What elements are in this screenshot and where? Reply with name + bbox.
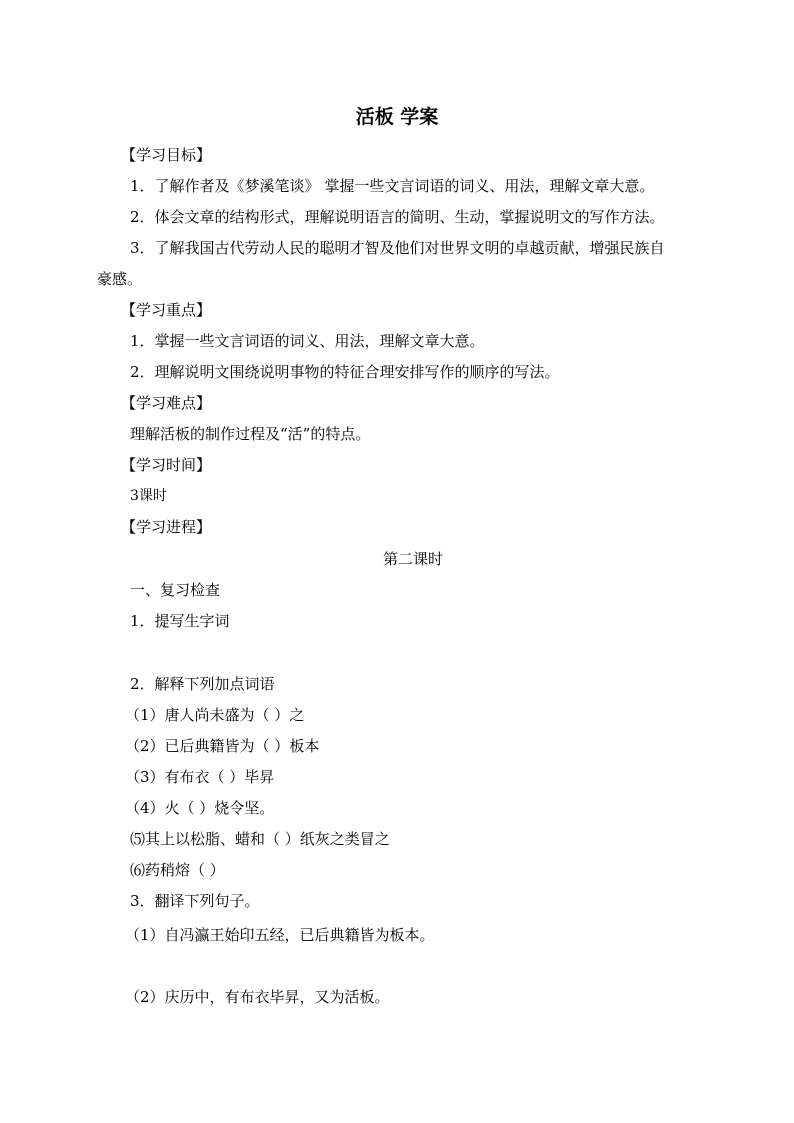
section-heading-difficulties: 【学习难点】 bbox=[121, 394, 212, 412]
question-2-item-4: （4）火（ ）烧令坚。 bbox=[125, 799, 275, 817]
question-3: 3．翻译下列句子。 bbox=[130, 892, 260, 910]
difficulty-text: 理解活板的制作过程及“活”的特点。 bbox=[130, 425, 371, 443]
part-heading-review: 一、复习检查 bbox=[130, 581, 221, 599]
objective-item-3: 3．了解我国古代劳动人民的聪明才智及他们对世界文明的卓越贡献，增强民族自 bbox=[130, 239, 665, 257]
section-heading-objectives: 【学习目标】 bbox=[121, 146, 212, 164]
question-2-item-5: ⑸其上以松脂、蜡和（ ）纸灰之类冒之 bbox=[130, 830, 390, 848]
section-heading-key-points: 【学习重点】 bbox=[121, 301, 212, 319]
question-2-item-1: （1）唐人尚未盛为（ ）之 bbox=[125, 706, 305, 724]
objective-item-2: 2．体会文章的结构形式，理解说明语言的简明、生动，掌握说明文的写作方法。 bbox=[130, 208, 665, 226]
question-2: 2．解释下列加点词语 bbox=[130, 675, 275, 693]
key-point-item-2: 2．理解说明文围绕说明事物的特征合理安排写作的顺序的写法。 bbox=[130, 363, 560, 381]
question-2-item-6: ⑹药稍熔（ ） bbox=[130, 861, 225, 879]
section-heading-time: 【学习时间】 bbox=[121, 456, 212, 474]
page-title: 活板 学案 bbox=[355, 106, 439, 128]
question-3-item-2: （2）庆历中，有布衣毕昇，又为活板。 bbox=[125, 988, 390, 1006]
section-heading-process: 【学习进程】 bbox=[121, 518, 212, 536]
key-point-item-1: 1．掌握一些文言词语的词义、用法，理解文章大意。 bbox=[130, 332, 485, 350]
question-2-item-3: （3）有布衣（ ）毕昇 bbox=[125, 768, 275, 786]
objective-item-1: 1．了解作者及《梦溪笔谈》 掌握一些文言词语的词义、用法，理解文章大意。 bbox=[130, 177, 655, 195]
question-1: 1．提写生字词 bbox=[130, 612, 230, 630]
time-text: 3课时 bbox=[130, 488, 167, 504]
question-3-item-1: （1）自冯瀛王始印五经，已后典籍皆为板本。 bbox=[125, 926, 435, 944]
question-2-item-2: （2）已后典籍皆为（ ）板本 bbox=[125, 737, 320, 755]
objective-item-3-continued: 豪感。 bbox=[97, 270, 143, 288]
lesson-subtitle: 第二课时 bbox=[382, 550, 443, 568]
